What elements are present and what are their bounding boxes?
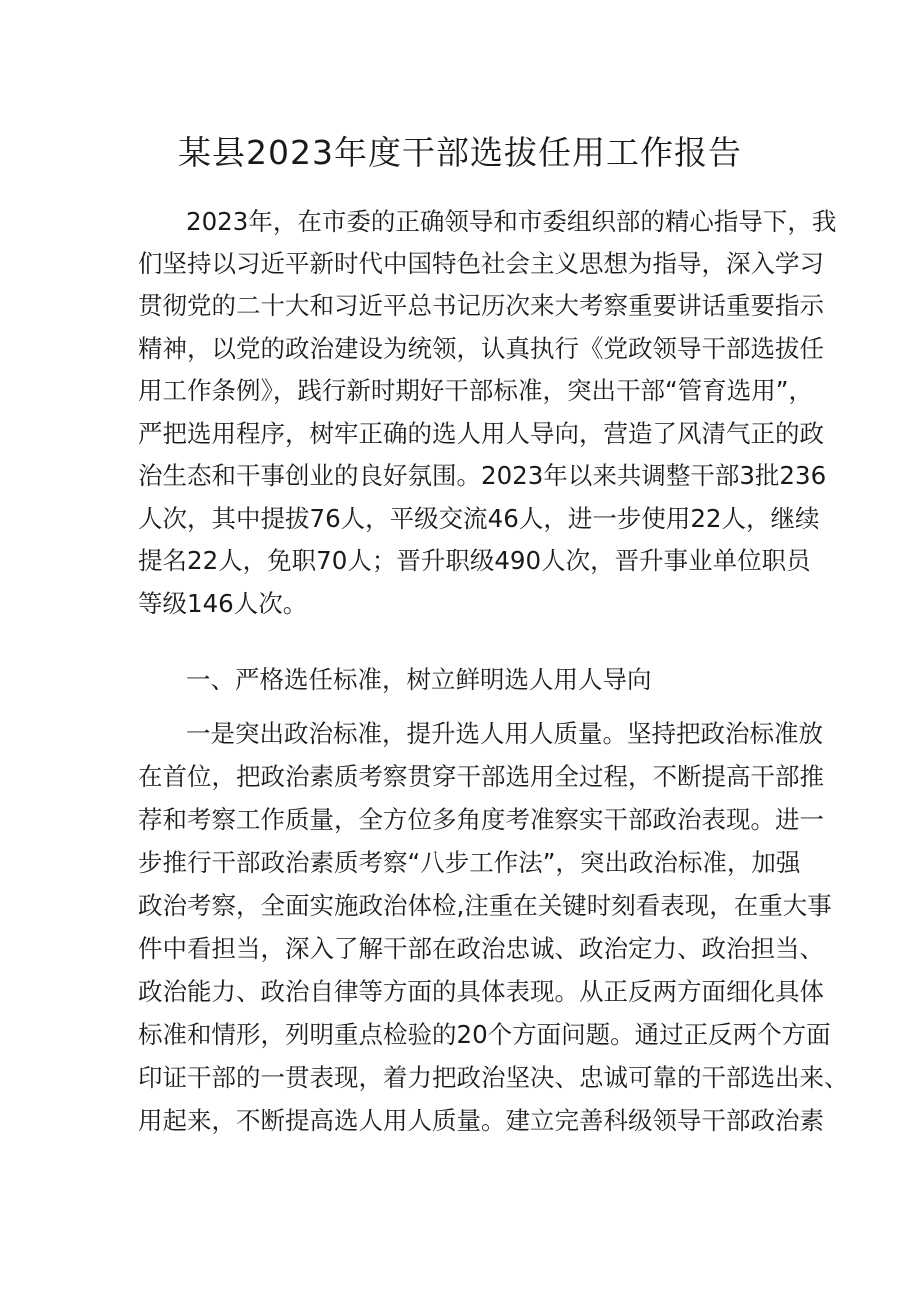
paragraph-2-line: 一是突出政治标准，提升选人用人质量。坚持把政治标准放 (186, 719, 823, 748)
paragraph-2-line: 用起来，不断提高选人用人质量。建立完善科级领导干部政治素 (138, 1106, 824, 1135)
paragraph-2-line: 步推行干部政治素质考察“八步工作法”，突出政治标准，加强 (138, 848, 801, 877)
paragraph-1-line: 治生态和干事创业的良好氛围。2023年以来共调整干部3批236 (138, 461, 827, 490)
paragraph-1-line: 精神，以党的政治建设为统领，认真执行《党政领导干部选拔任 (138, 334, 824, 363)
paragraph-2-line: 荐和考察工作质量，全方位多角度考准察实干部政治表现。进一 (138, 805, 824, 834)
paragraph-2-line: 标准和情形，列明重点检验的20个方面问题。通过正反两个方面 (138, 1020, 831, 1049)
paragraph-1-line: 严把选用程序，树牢正确的选人用人导向，营造了风清气正的政 (138, 419, 824, 448)
paragraph-2-line: 在首位，把政治素质考察贯穿干部选用全过程，不断提高干部推 (138, 762, 824, 791)
paragraph-1-line: 2023年，在市委的正确领导和市委组织部的精心指导下，我 (186, 207, 837, 236)
paragraph-1-line: 用工作条例》，践行新时期好干部标准，突出干部“管育选用”， (138, 376, 813, 405)
paragraph-1-line: 人次，其中提拔76人，平级交流46人，进一步使用22人，继续 (138, 504, 820, 533)
paragraph-1-line: 等级146人次。 (138, 589, 308, 618)
section-heading: 一、严格选任标准，树立鲜明选人用人导向 (186, 665, 652, 694)
paragraph-1-line: 们坚持以习近平新时代中国特色社会主义思想为指导，深入学习 (138, 249, 824, 278)
paragraph-1-line: 提名22人，免职70人；晋升职级490人次，晋升事业单位职员 (138, 546, 811, 575)
paragraph-2-line: 政治能力、政治自律等方面的具体表现。从正反两方面细化具体 (138, 977, 824, 1006)
paragraph-2-line: 政治考察，全面实施政治体检,注重在关键时刻看表现，在重大事 (138, 891, 832, 920)
paragraph-2-line: 件中看担当，深入了解干部在政治忠诚、政治定力、政治担当、 (138, 934, 824, 963)
paragraph-1-line: 贯彻党的二十大和习近平总书记历次来大考察重要讲话重要指示 (138, 291, 824, 320)
document-title: 某县2023年度干部选拔任用工作报告 (178, 133, 742, 172)
paragraph-2-line: 印证干部的一贯表现，着力把政治坚决、忠诚可靠的干部选出来、 (138, 1063, 849, 1092)
